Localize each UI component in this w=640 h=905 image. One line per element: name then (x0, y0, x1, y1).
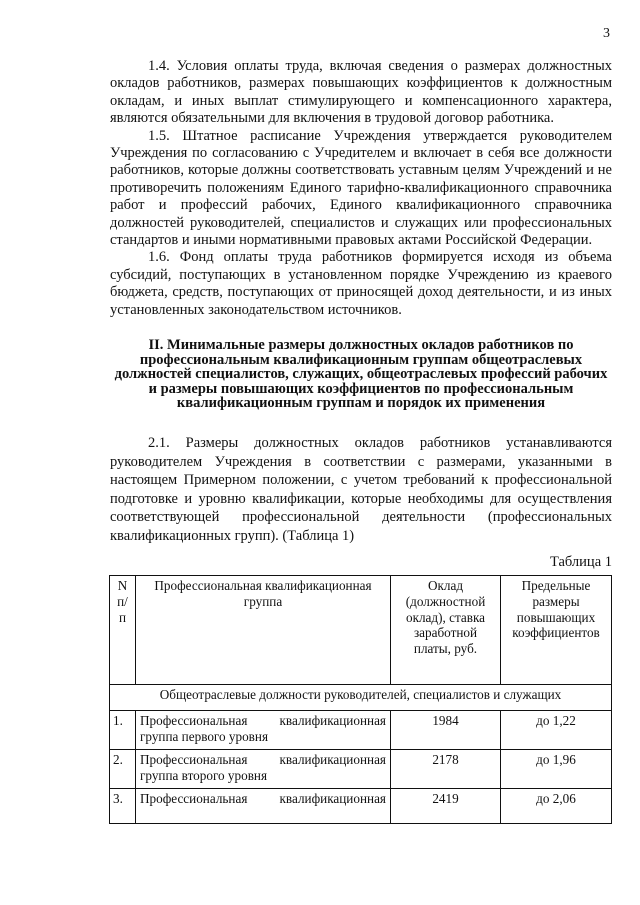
document-body (110, 58, 612, 572)
row-group-name (136, 750, 391, 789)
section-heading: II. Минимальные размеры должностных окладов работников по профессиональным квалификационным группам общеотраслевых должностей специалистов, служащих, общеотраслевых профессий рабочих и размеры повышающих коэффициентов по профессиональным квалификационным группам и порядок их применения (114, 337, 608, 412)
table-header-row (110, 576, 612, 685)
row-name-line-1: Профессиональная квалификационная (140, 713, 386, 728)
row-number: 2. (110, 750, 136, 789)
row-coef: до 1,22 (501, 711, 612, 750)
row-name-line-1: Профессиональная квалификационная (140, 791, 386, 806)
row-salary: 2178 (391, 750, 501, 789)
header-num: N п/п (110, 576, 136, 685)
header-coef: Предельные размеры повышающих коэффициентов (501, 576, 612, 685)
row-name-line-2: группа первого уровня (140, 728, 269, 744)
row-salary: 2419 (391, 789, 501, 824)
page-number: 3 (603, 26, 610, 41)
table-row (110, 750, 612, 789)
row-salary: 1984 (391, 711, 501, 750)
row-number: 3. (110, 789, 136, 824)
salary-table (109, 575, 612, 824)
table-row (110, 789, 612, 824)
table-caption: Таблица 1 (549, 553, 612, 570)
row-name-line-2: группа второго уровня (140, 767, 268, 783)
header-group: Профессиональная квалификационная группа (136, 576, 391, 685)
group-title: Общеотраслевые должности руководителей, специалистов и служащих (110, 685, 612, 711)
paragraph-1-4: 1.4. Условия оплаты труда, включая сведения о размерах должностных окладов работников, размерах повышающих коэффициентов к должностным окладам, и иных выплат стимулирующего и компенсационного характера, являются обязательными для включения в трудовой договор работника. (110, 58, 612, 127)
row-coef: до 2,06 (501, 789, 612, 824)
paragraph-2-1: 2.1. Размеры должностных окладов работников устанавливаются руководителем Учреждения в соответствии с размерами, указанными в настоящем Примерном положении, с учетом требований к профессиональной подготовке и уровню квалификации, которые необходимы для осуществления соответствующей профессиональной деятельности (профессиональных квалификационных групп). (Таблица 1) (110, 435, 612, 545)
row-name-line-1: Профессиональная квалификационная (140, 752, 386, 767)
paragraph-1-5: 1.5. Штатное расписание Учреждения утверждается руководителем Учреждения по согласованию с Учредителем и включает в себя все должности работников, которые должны соответствовать уставным целям Учреждений и не противоречить положениям Единого тарифно-квалификационного справочника работ и профессий рабочих, Единого квалификационного справочника должностей руководителей, специалистов и служащих или профессиональных стандартов и иными нормативными правовых актами Российской Федерации. (110, 127, 612, 249)
row-group-name (136, 711, 391, 750)
table-group-row (110, 685, 612, 711)
row-group-name (136, 789, 391, 824)
paragraph-1-6: 1.6. Фонд оплаты труда работников формируется исходя из объема субсидий, поступающих в установленном порядке Учреждению из краевого бюджета, средств, поступающих от приносящей доход деятельности, и из иных установленных законодательством источников. (110, 249, 612, 318)
row-coef: до 1,96 (501, 750, 612, 789)
header-salary: Оклад (должностной оклад), ставка заработной платы, руб. (391, 576, 501, 685)
table-row (110, 711, 612, 750)
row-number: 1. (110, 711, 136, 750)
